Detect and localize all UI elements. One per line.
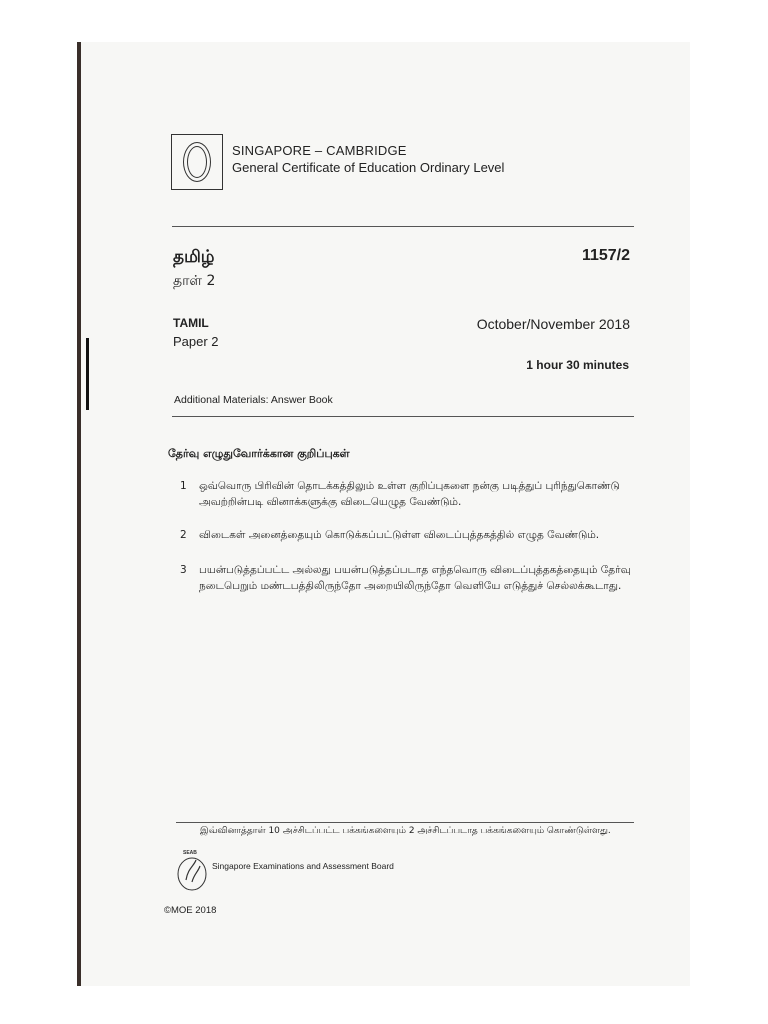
seab-logo-icon bbox=[174, 846, 210, 892]
instruction-number: 2 bbox=[180, 529, 187, 541]
exam-duration: 1 hour 30 minutes bbox=[526, 358, 629, 372]
copyright-notice: ©MOE 2018 bbox=[164, 905, 217, 916]
margin-mark bbox=[86, 338, 89, 410]
syllabus-code: 1157/2 bbox=[581, 247, 630, 264]
additional-materials: Additional Materials: Answer Book bbox=[174, 394, 333, 406]
o-letter-icon bbox=[183, 142, 211, 182]
paper-number-english: Paper 2 bbox=[173, 334, 219, 349]
instruction-text: விடைகள் அனைத்தையும் கொடுக்கப்பட்டுள்ள விடைப்புத்தகத்தில் எழுத வேண்டும். bbox=[199, 529, 600, 541]
header-divider bbox=[172, 226, 634, 227]
subject-name-english: TAMIL bbox=[173, 316, 209, 330]
subject-name-tamil: தமிழ் bbox=[173, 247, 215, 267]
materials-divider bbox=[172, 416, 634, 417]
footer-divider bbox=[176, 822, 634, 823]
instruction-item bbox=[180, 562, 632, 594]
instruction-number: 3 bbox=[180, 564, 187, 576]
binding-edge bbox=[77, 42, 81, 986]
paper-number-tamil: தாள் 2 bbox=[173, 273, 216, 289]
instruction-number: 1 bbox=[180, 480, 187, 492]
exam-body-title: SINGAPORE – CAMBRIDGE bbox=[232, 143, 407, 158]
certificate-title: General Certificate of Education Ordinary Level bbox=[232, 160, 505, 175]
instruction-item bbox=[180, 527, 632, 543]
instruction-item bbox=[180, 478, 632, 510]
instructions-heading: தேர்வு எழுதுவோர்க்கான குறிப்புகள் bbox=[168, 447, 350, 460]
seab-name: Singapore Examinations and Assessment Board bbox=[212, 861, 394, 871]
exam-session: October/November 2018 bbox=[476, 316, 630, 332]
seab-logo-text: SEAB bbox=[183, 850, 197, 856]
o-level-logo bbox=[171, 134, 223, 190]
instruction-text: ஒவ்வொரு பிரிவின் தொடக்கத்திலும் உள்ள குறிப்புகளை நன்கு படித்துப் புரிந்துகொண்டு அவற்றின்படி வினாக்களுக்கு விடையெழுத வேண்டும். bbox=[199, 480, 620, 508]
page-count-note: இவ்வினாத்தாள் 10 அச்சிடப்பட்ட பக்கங்களையும் 2 அச்சிடப்படாத பக்கங்களையும் கொண்டுள்ளது. bbox=[200, 826, 611, 836]
instruction-text: பயன்படுத்தப்பட்ட அல்லது பயன்படுத்தப்படாத எந்தவொரு விடைப்புத்தகத்தையும் தேர்வு நடைபெறும் மண்டபத்திலிருந்தோ அறையிலிருந்தோ வெளியே எடுத்துச் செல்லக்கூடாது. bbox=[199, 564, 631, 592]
